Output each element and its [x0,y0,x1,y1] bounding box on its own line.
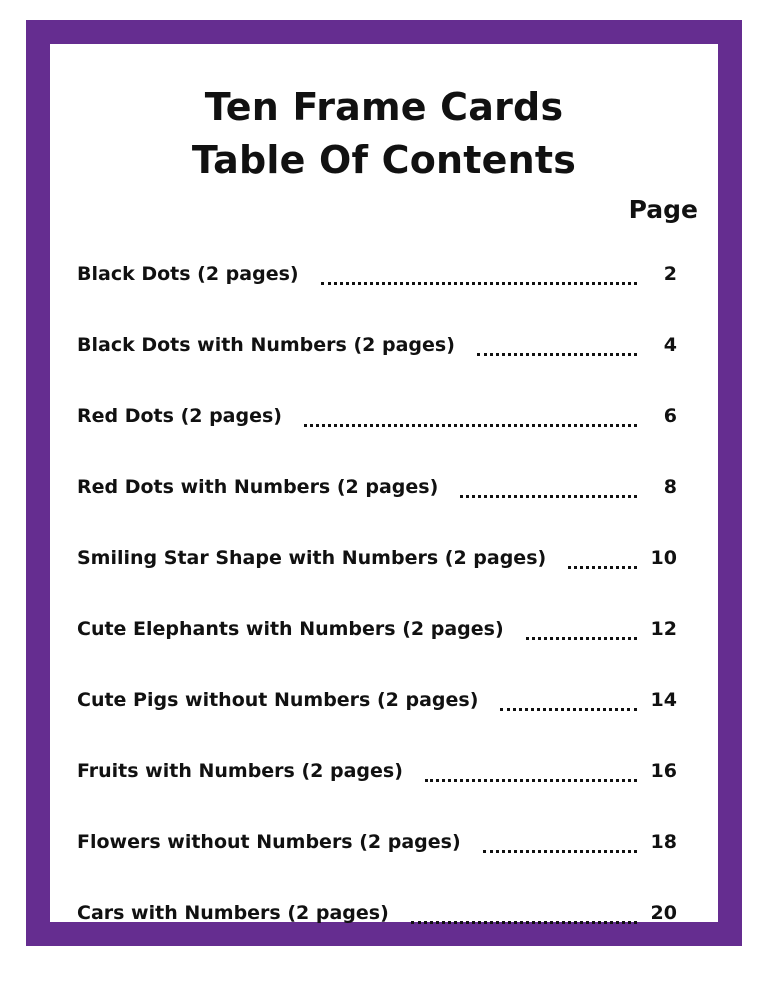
toc-entry [77,542,677,574]
toc-entry-title: Cars with Numbers (2 pages) [77,902,389,924]
dot-leader [304,422,637,427]
toc-entry [77,471,677,503]
toc-entry-title: Smiling Star Shape with Numbers (2 pages) [77,547,547,569]
toc-entry-page-number: 20 [650,902,677,924]
dot-leader [500,706,637,711]
toc-entry-title: Flowers without Numbers (2 pages) [77,831,461,853]
toc-entry-title: Black Dots with Numbers (2 pages) [77,334,455,356]
toc-entry-page-number: 12 [650,618,677,640]
dot-leader [411,919,637,924]
toc-entry-page-number: 18 [650,831,677,853]
toc-entry-title: Red Dots (2 pages) [77,405,282,427]
toc-entry [77,258,677,290]
toc-entry [77,613,677,645]
toc-entry [77,400,677,432]
dot-leader [483,848,637,853]
toc-entry-page-number: 2 [663,263,677,285]
toc-entry [77,329,677,361]
document-title-line-1: Ten Frame Cards [204,85,564,129]
toc-entry-title: Fruits with Numbers (2 pages) [77,760,403,782]
toc-entry-title: Red Dots with Numbers (2 pages) [77,476,439,498]
dot-leader [477,351,637,356]
toc-entry-page-number: 14 [650,689,677,711]
document-title-line-2: Table Of Contents [191,138,577,182]
toc-entry [77,755,677,787]
toc-entry [77,826,677,858]
purple-page-border [26,20,742,946]
toc-entry-title: Black Dots (2 pages) [77,263,299,285]
toc-entry-page-number: 6 [663,405,677,427]
toc-entry-title: Cute Pigs without Numbers (2 pages) [77,689,479,711]
toc-entry [77,897,677,929]
toc-entry-page-number: 8 [663,476,677,498]
page-column-header: Page [628,195,698,224]
dot-leader [460,493,637,498]
dot-leader [321,280,637,285]
toc-entry-page-number: 4 [663,334,677,356]
toc-entry-title: Cute Elephants with Numbers (2 pages) [77,618,504,640]
toc-entry-page-number: 10 [650,547,677,569]
dot-leader [425,777,637,782]
toc-entry-page-number: 16 [650,760,677,782]
dot-leader [526,635,637,640]
toc-entry [77,684,677,716]
dot-leader [568,564,637,569]
